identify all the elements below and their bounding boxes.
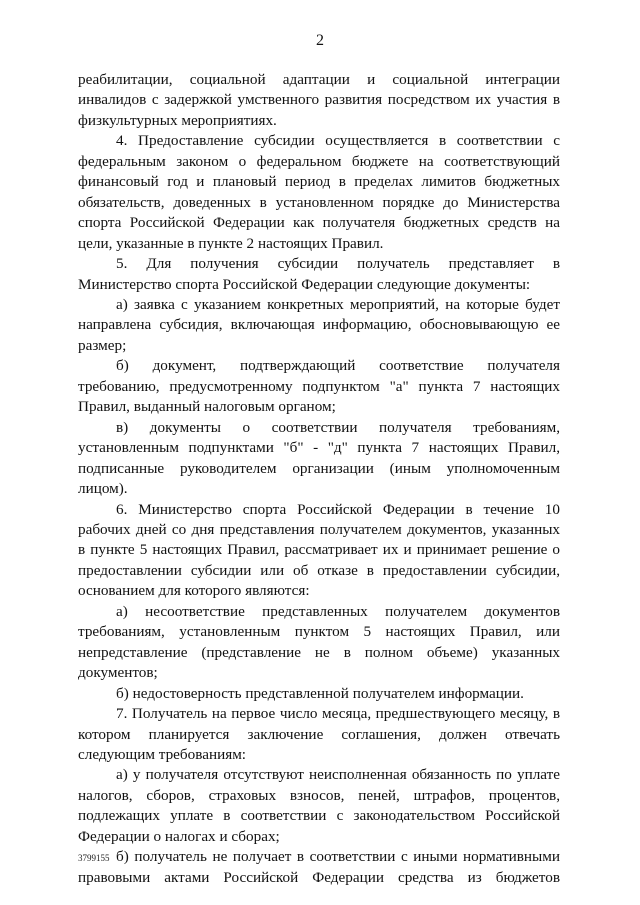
paragraph-item-7: 7. Получатель на первое число месяца, предшествующего месяцу, в котором планируется заключение соглашения, должен отвечать следующим требованиям: bbox=[78, 705, 560, 763]
paragraph-item-7a: а) у получателя отсутствуют неисполненная обязанность по уплате налогов, сборов, страховых взносов, пеней, штрафов, процентов, подлежащих уплате в соответствии с законодательством Российской Федерации о налогах и сборах; bbox=[78, 766, 560, 845]
paragraph-item-5v: в) документы о соответствии получателя требованиям, установленным подпунктами "б" - "д" пункта 7 настоящих Правил, подписанные руководителем организации (иным уполномоченным лицом). bbox=[78, 418, 560, 498]
paragraph-item-5: 5. Для получения субсидии получатель представляет в Министерство спорта Российской Федерации следующие документы: bbox=[78, 255, 560, 293]
paragraph-item-5b: б) документ, подтверждающий соответствие получателя требованию, предусмотренному подпунктом "а" пункта 7 настоящих Правил, выданный налоговым органом; bbox=[78, 357, 560, 416]
paragraph-item-5a: а) заявка с указанием конкретных мероприятий, на которые будет направлена субсидия, включающая информацию, обосновывающую ее размер; bbox=[78, 295, 560, 354]
page-number: 2 bbox=[316, 32, 324, 49]
paragraph-item-6a: а) несоответствие представленных получателем документов требованиям, установленным пунктом 5 настоящих Правил, или непредставление (представление не в полном объеме) указанных документов; bbox=[78, 602, 560, 682]
paragraph-item-4: 4. Предоставление субсидии осуществляется в соответствии с федеральным законом о федеральном бюджете на соответствующий финансовый год и плановый период в пределах лимитов бюджетных обязательств, доведенных в установленном порядке до Министерства спорта Российской Федерации как получателя бюджетных средств на цели, указанные в пункте 2 настоящих Правил. bbox=[78, 132, 560, 252]
document-body bbox=[78, 70, 560, 888]
paragraph-item-6b: б) недостоверность представленной получателем информации. bbox=[116, 684, 524, 702]
paragraph-item-7b: б) получатель не получает в соответствии с иными нормативными правовыми актами Российской Федерации средства из бюджетов bbox=[78, 848, 560, 886]
paragraph-continuation: реабилитации, социальной адаптации и социальной интеграции инвалидов с задержкой умственного развития посредством их участия в физкультурных мероприятиях. bbox=[78, 71, 560, 129]
paragraph-item-6: 6. Министерство спорта Российской Федерации в течение 10 рабочих дней со дня представления получателем документов, указанных в пункте 5 настоящих Правил, рассматривает их и принимает решение о предоставлении субсидии или об отказе в предоставлении субсидии, основанием для которого являются: bbox=[78, 500, 560, 600]
document-code: 3799155 bbox=[78, 853, 110, 863]
